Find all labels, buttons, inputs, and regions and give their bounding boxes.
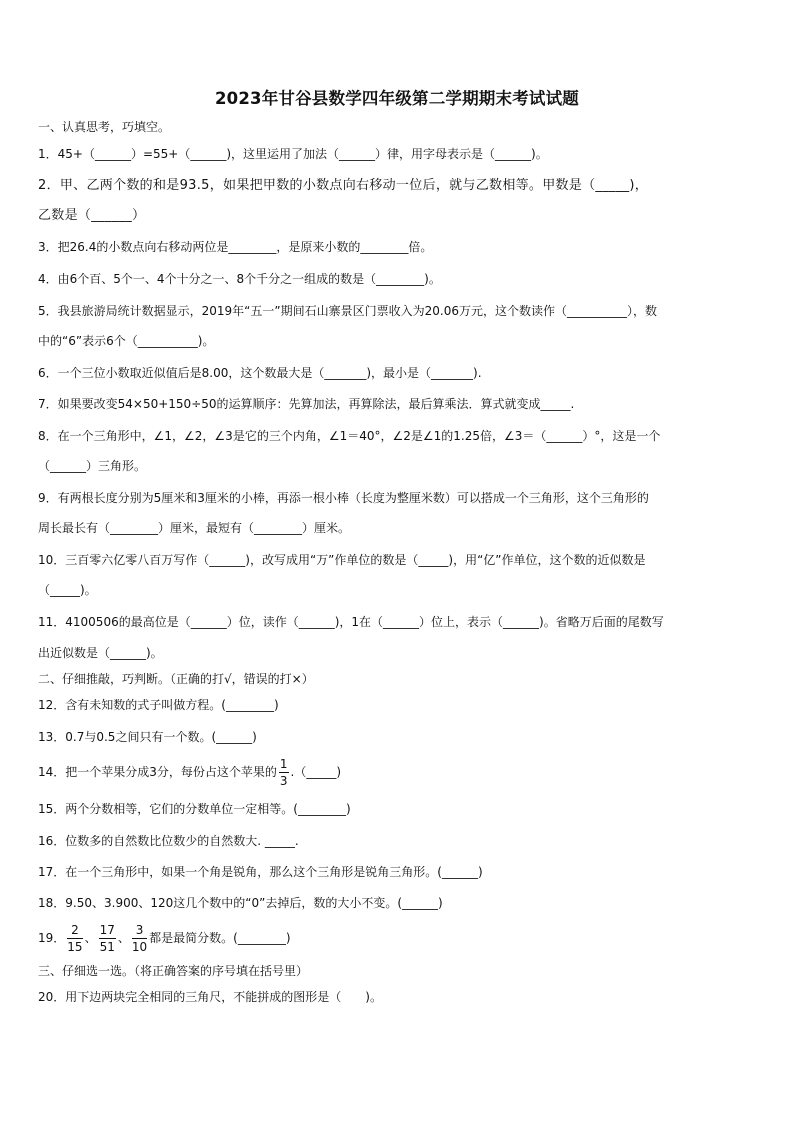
question-19-answer: 都是最简分数。(________) <box>149 931 291 945</box>
fraction-3-10 <box>132 924 147 953</box>
fraction-denominator: 3 <box>279 774 288 788</box>
separator: 、 <box>117 931 130 945</box>
question-10-line-1: 10．三百零六亿零八百万写作（______)，改写成用“万”作单位的数是（_____)，用“亿”作单位，这个数的近似数是 <box>38 553 646 567</box>
question-16: 16．位数多的自然数比位数少的自然数大. _____. <box>38 834 299 848</box>
section-heading-1: 一、认真思考，巧填空。 <box>38 120 171 134</box>
fraction-numerator: 3 <box>132 924 147 939</box>
question-3: 3．把26.4的小数点向右移动两位是________，是原来小数的________倍。 <box>38 240 433 254</box>
question-7: 7．如果要改变54×50+150÷50的运算顺序：先算加法，再算除法，最后算乘法．算式就变成_____. <box>38 397 575 411</box>
question-15: 15．两个分数相等，它们的分数单位一定相等。(________) <box>38 802 351 816</box>
question-19-number: 19． <box>38 931 66 945</box>
fraction-17-51 <box>99 924 116 953</box>
question-12: 12．含有未知数的式子叫做方程。(________) <box>38 698 279 712</box>
question-19 <box>38 918 291 958</box>
fraction-numerator: 2 <box>67 924 82 939</box>
question-11-line-1: 11．4100506的最高位是（______）位，读作（______)，1在（______）位上，表示（______)。省略万后面的尾数写 <box>38 615 664 629</box>
question-11-line-2: 出近似数是（______)。 <box>38 646 163 660</box>
question-8-line-1: 8．在一个三角形中，∠1，∠2，∠3是它的三个内角，∠1＝40°，∠2是∠1的1.25倍，∠3＝（______）°，这是一个 <box>38 429 661 443</box>
fraction-denominator: 10 <box>131 940 148 954</box>
question-14 <box>38 755 341 789</box>
question-20: 20．用下边两块完全相同的三角尺，不能拼成的图形是（ )。 <box>38 990 382 1004</box>
question-14-text: 14．把一个苹果分成3分，每份占这个苹果的 <box>38 765 277 779</box>
question-4: 4．由6个百、5个一、4个十分之一、8个千分之一组成的数是（________)。 <box>38 272 441 286</box>
section-heading-2: 二、仔细推敲，巧判断。（正确的打√，错误的打×） <box>38 672 314 686</box>
question-14-answer: .（_____) <box>290 765 342 779</box>
question-13: 13．0.7与0.5之间只有一个数。(______) <box>38 730 257 744</box>
question-1: 1．45+（______）=55+（______)，这里运用了加法（______）律，用字母表示是（______)。 <box>38 147 548 161</box>
question-9-line-1: 9．有两根长度分别为5厘米和3厘米的小棒，再添一根小棒（长度为整厘米数）可以搭成一个三角形，这个三角形的 <box>38 491 649 505</box>
fraction-2-15 <box>67 924 82 953</box>
question-2-line-1: 2．甲、乙两个数的和是93.5，如果把甲数的小数点向右移动一位后，就与乙数相等。甲数是（_____)， <box>38 178 649 193</box>
question-18: 18．9.50、3.900、120这几个数中的“0”去掉后，数的大小不变。(______) <box>38 896 443 910</box>
question-5-line-2: 中的“6”表示6个（__________)。 <box>38 334 215 348</box>
separator: 、 <box>84 931 97 945</box>
fraction-numerator: 1 <box>279 757 288 771</box>
fraction-numerator: 17 <box>99 923 115 937</box>
fraction-one-third <box>279 758 289 787</box>
fraction-denominator: 51 <box>99 940 115 954</box>
question-10-line-2: （_____)。 <box>38 583 97 597</box>
question-6: 6．一个三位小数取近似值后是8.00，这个数最大是（_______)，最小是（_______). <box>38 366 482 380</box>
fraction-denominator: 15 <box>67 940 83 954</box>
question-17: 17．在一个三角形中，如果一个角是锐角，那么这个三角形是锐角三角形。(______) <box>38 865 483 879</box>
section-heading-3: 三、仔细选一选。（将正确答案的序号填在括号里） <box>38 964 309 978</box>
question-9-line-2: 周长最长有（________）厘米，最短有（________）厘米。 <box>38 521 351 535</box>
page-title: 2023年甘谷县数学四年级第二学期期末考试试题 <box>214 89 580 108</box>
question-5-line-1: 5．我县旅游局统计数据显示，2019年“五一”期间石山寨景区门票收入为20.06万元，这个数读作（__________），数 <box>38 304 657 318</box>
question-2-line-2: 乙数是（______） <box>38 208 146 223</box>
question-8-line-2: （______）三角形。 <box>38 459 147 473</box>
